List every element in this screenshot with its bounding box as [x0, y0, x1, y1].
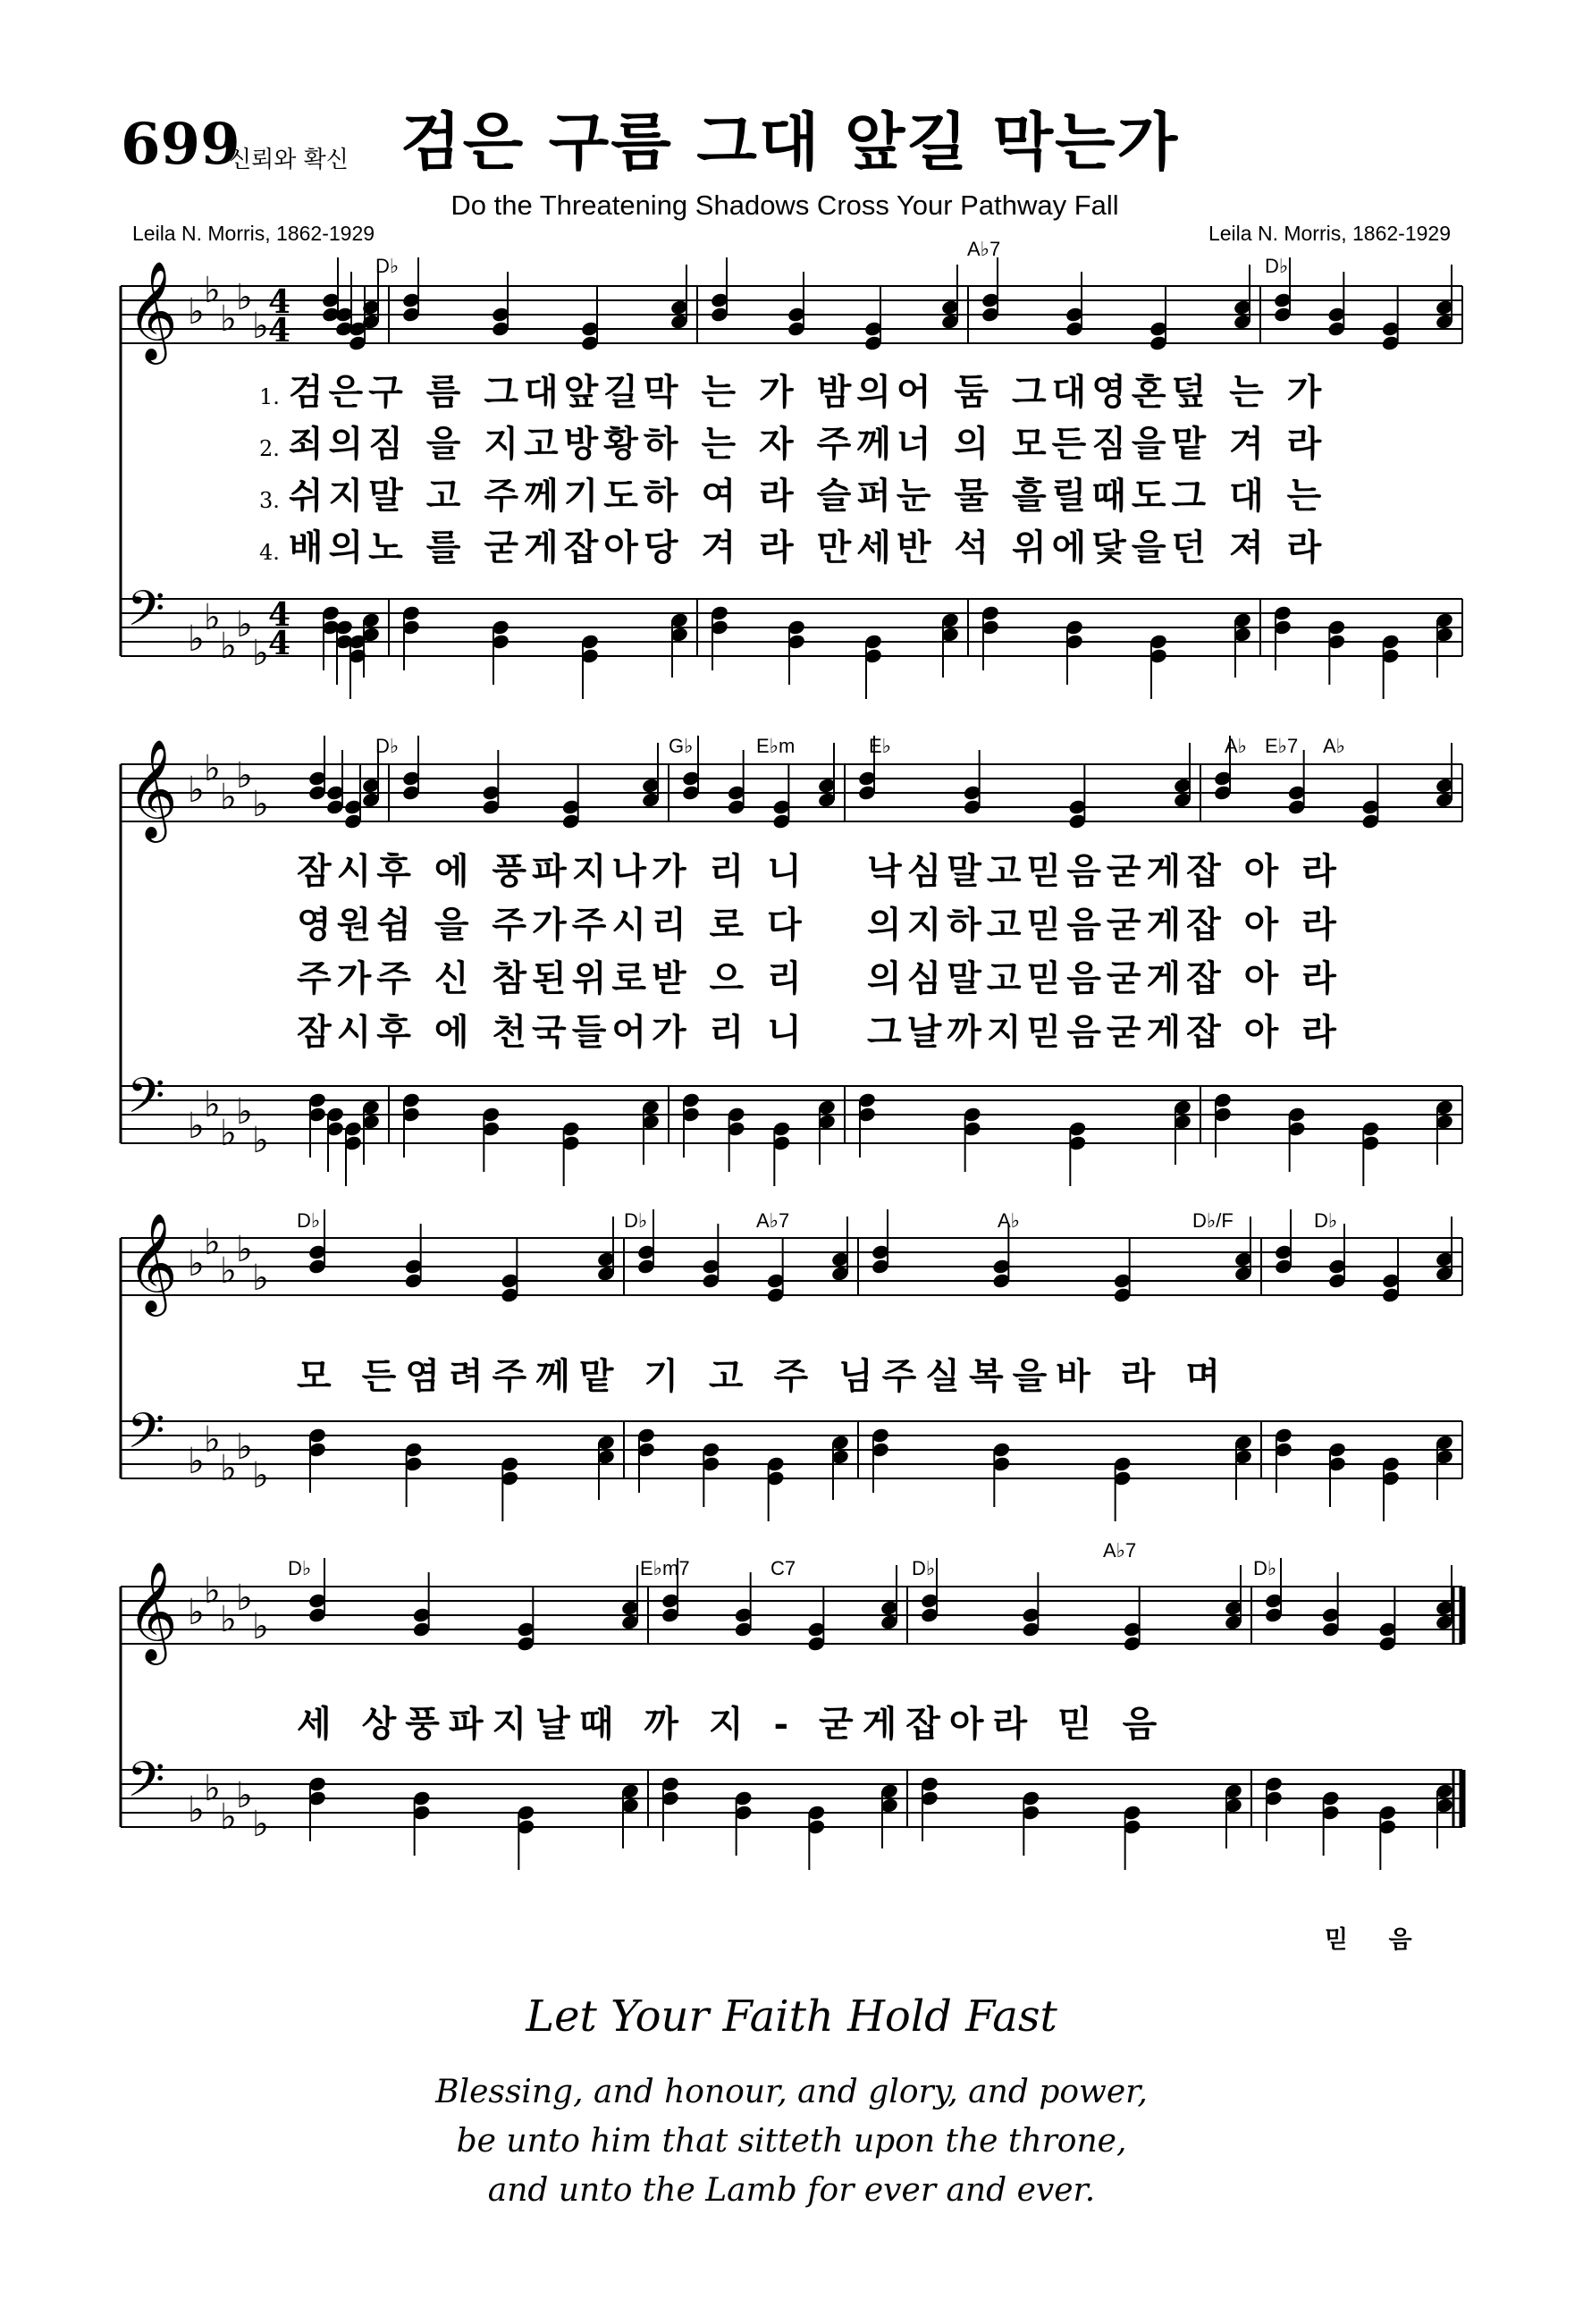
- bass-clef: 𝄢: [127, 1751, 165, 1820]
- flat-sign: ♭: [252, 306, 269, 347]
- flat-sign: ♭: [220, 1797, 237, 1838]
- chord-symbol: D♭: [375, 255, 400, 277]
- verse-1-lyric-line2b: 낙심말고믿음굳게잡 아 라: [867, 850, 1342, 892]
- chord-symbol: D♭: [912, 1557, 936, 1579]
- verse-3-lyric-line2a: 주가주 신 참된위로받 으 리: [297, 957, 807, 999]
- hymn-number: 699: [121, 111, 240, 178]
- treble-clef: 𝄞: [127, 738, 178, 838]
- treble-clef: 𝄞: [127, 260, 178, 360]
- flat-sign: ♭: [220, 1599, 237, 1640]
- flat-sign: ♭: [188, 770, 205, 811]
- ending-lyric: 믿 음: [1325, 1926, 1428, 1954]
- flat-sign: ♭: [204, 1419, 221, 1461]
- chord-symbol: A♭: [1323, 735, 1346, 757]
- chord-symbol: A♭7: [967, 238, 1001, 260]
- time-signature-bottom: 4: [268, 312, 291, 349]
- footer-scripture-line: Blessing, and honour, and glory, and power,: [435, 2074, 1148, 2110]
- chord-symbol: D♭: [1265, 255, 1289, 277]
- flat-sign: ♭: [252, 784, 269, 825]
- flat-sign: ♭: [188, 619, 205, 660]
- flat-sign: ♭: [220, 777, 237, 818]
- verse-1-lyric-line2a: 잠시후 에 풍파지나가 리 니: [297, 850, 807, 892]
- flat-sign: ♭: [188, 1789, 205, 1831]
- flat-sign: ♭: [236, 1229, 253, 1270]
- footer-scripture-line: be unto him that sitteth upon the throne,: [456, 2123, 1127, 2160]
- flat-sign: ♭: [252, 633, 269, 674]
- chord-symbol: A♭7: [756, 1209, 790, 1232]
- footer-scripture-line: and unto the Lamb for ever and ever.: [487, 2172, 1096, 2209]
- flat-sign: ♭: [188, 291, 205, 333]
- composer-credit: Leila N. Morris, 1862-1929: [1208, 222, 1451, 245]
- flat-sign: ♭: [204, 1570, 221, 1612]
- hymn-category: 신뢰와 확신: [229, 147, 349, 173]
- chord-symbol: D♭/F: [1192, 1209, 1234, 1232]
- verse-number: 1.: [259, 384, 280, 409]
- treble-clef: 𝄞: [127, 1212, 178, 1312]
- footer-title: Let Your Faith Hold Fast: [526, 1991, 1057, 2042]
- flat-sign: ♭: [236, 277, 253, 318]
- flat-sign: ♭: [236, 1427, 253, 1468]
- chord-symbol: E♭m: [756, 735, 796, 757]
- verse-number: 3.: [259, 488, 280, 513]
- bass-clef: 𝄢: [127, 1067, 165, 1136]
- refrain-line2: 세 상풍파지날때 까 지 - 굳게잡아라 믿 음: [297, 1703, 1166, 1745]
- chord-symbol: A♭: [1225, 735, 1248, 757]
- verse-4-lyric-line1: [259, 519, 1326, 570]
- flat-sign: ♭: [252, 1606, 269, 1647]
- verse-3-lyric-line2b: 의심말고믿음굳게잡 아 라: [867, 957, 1342, 999]
- lyric-text: 쉬지말 고 주께기도하 여 라 슬퍼눈 물 흘릴때도그 대 는: [288, 475, 1327, 517]
- verse-2-lyric-line2b: 의지하고믿음굳게잡 아 라: [867, 904, 1342, 946]
- flat-sign: ♭: [236, 1091, 253, 1133]
- bass-clef: 𝄢: [127, 580, 165, 649]
- flat-sign: ♭: [220, 626, 237, 667]
- lyricist-credit: Leila N. Morris, 1862-1929: [132, 222, 375, 245]
- chord-symbol: G♭: [669, 735, 694, 757]
- flat-sign: ♭: [236, 604, 253, 645]
- flat-sign: ♭: [188, 1592, 205, 1633]
- flat-sign: ♭: [236, 1775, 253, 1816]
- flat-sign: ♭: [220, 1250, 237, 1292]
- chord-symbol: C7: [770, 1557, 796, 1579]
- flat-sign: ♭: [236, 1578, 253, 1619]
- verse-2-lyric-line1: [259, 416, 1326, 467]
- bass-clef: 𝄢: [127, 1402, 165, 1471]
- flat-sign: ♭: [252, 1455, 269, 1496]
- lyric-text: 검은구 름 그대앞길막 는 가 밤의어 둠 그대영혼덮 는 가: [288, 371, 1327, 413]
- chord-symbol: E♭: [869, 735, 892, 757]
- flat-sign: ♭: [252, 1258, 269, 1299]
- lyric-text: 배의노 를 굳게잡아당 겨 라 만세반 석 위에닻을던 져 라: [288, 526, 1327, 568]
- lyric-text: 죄의짐 을 지고방황하 는 자 주께너 의 모든짐을맡 겨 라: [288, 423, 1327, 465]
- verse-1-lyric-line1: [259, 364, 1326, 415]
- time-signature-top: 4: [268, 596, 291, 634]
- flat-sign: ♭: [188, 1243, 205, 1284]
- treble-clef: 𝄞: [127, 1561, 178, 1661]
- flat-sign: ♭: [204, 1768, 221, 1809]
- chord-symbol: D♭: [624, 1209, 648, 1232]
- verse-4-lyric-line2a: 잠시후 에 천국들어가 리 니: [297, 1011, 807, 1053]
- flat-sign: ♭: [252, 1120, 269, 1161]
- time-signature-top: 4: [268, 283, 291, 321]
- flat-sign: ♭: [236, 755, 253, 796]
- chord-symbol: A♭: [998, 1209, 1021, 1232]
- verse-2-lyric-line2a: 영원쉼 을 주가주시리 로 다: [297, 904, 807, 946]
- verse-3-lyric-line1: [259, 467, 1326, 518]
- hymn-title-korean: 검은 구름 그대 앞길 막는가: [400, 105, 1180, 179]
- flat-sign: ♭: [188, 1106, 205, 1147]
- chord-symbol: D♭: [1314, 1209, 1338, 1232]
- chord-symbol: E♭m7: [640, 1557, 690, 1579]
- flat-sign: ♭: [220, 1113, 237, 1154]
- flat-sign: ♭: [204, 1222, 221, 1263]
- flat-sign: ♭: [220, 1448, 237, 1489]
- hymn-title-english: Do the Threatening Shadows Cross Your Pathway Fall: [450, 189, 1119, 221]
- flat-sign: ♭: [252, 1804, 269, 1845]
- chord-symbol: D♭: [297, 1209, 321, 1232]
- verse-4-lyric-line2b: 그날까지믿음굳게잡 아 라: [867, 1011, 1342, 1053]
- chord-symbol: A♭7: [1103, 1539, 1137, 1562]
- flat-sign: ♭: [204, 270, 221, 311]
- verse-number: 4.: [259, 540, 280, 565]
- chord-symbol: D♭: [375, 735, 400, 757]
- flat-sign: ♭: [204, 1084, 221, 1125]
- flat-sign: ♭: [188, 1441, 205, 1482]
- chord-symbol: D♭: [1253, 1557, 1277, 1579]
- flat-sign: ♭: [220, 299, 237, 340]
- flat-sign: ♭: [204, 597, 221, 638]
- chord-symbol: D♭: [288, 1557, 312, 1579]
- refrain-line1: 모 든염려주께맡 기 고 주 님주실복을바 라 며: [297, 1355, 1229, 1397]
- time-signature-bottom: 4: [268, 625, 291, 662]
- flat-sign: ♭: [204, 748, 221, 789]
- verse-number: 2.: [259, 436, 280, 461]
- chord-symbol: E♭7: [1265, 735, 1299, 757]
